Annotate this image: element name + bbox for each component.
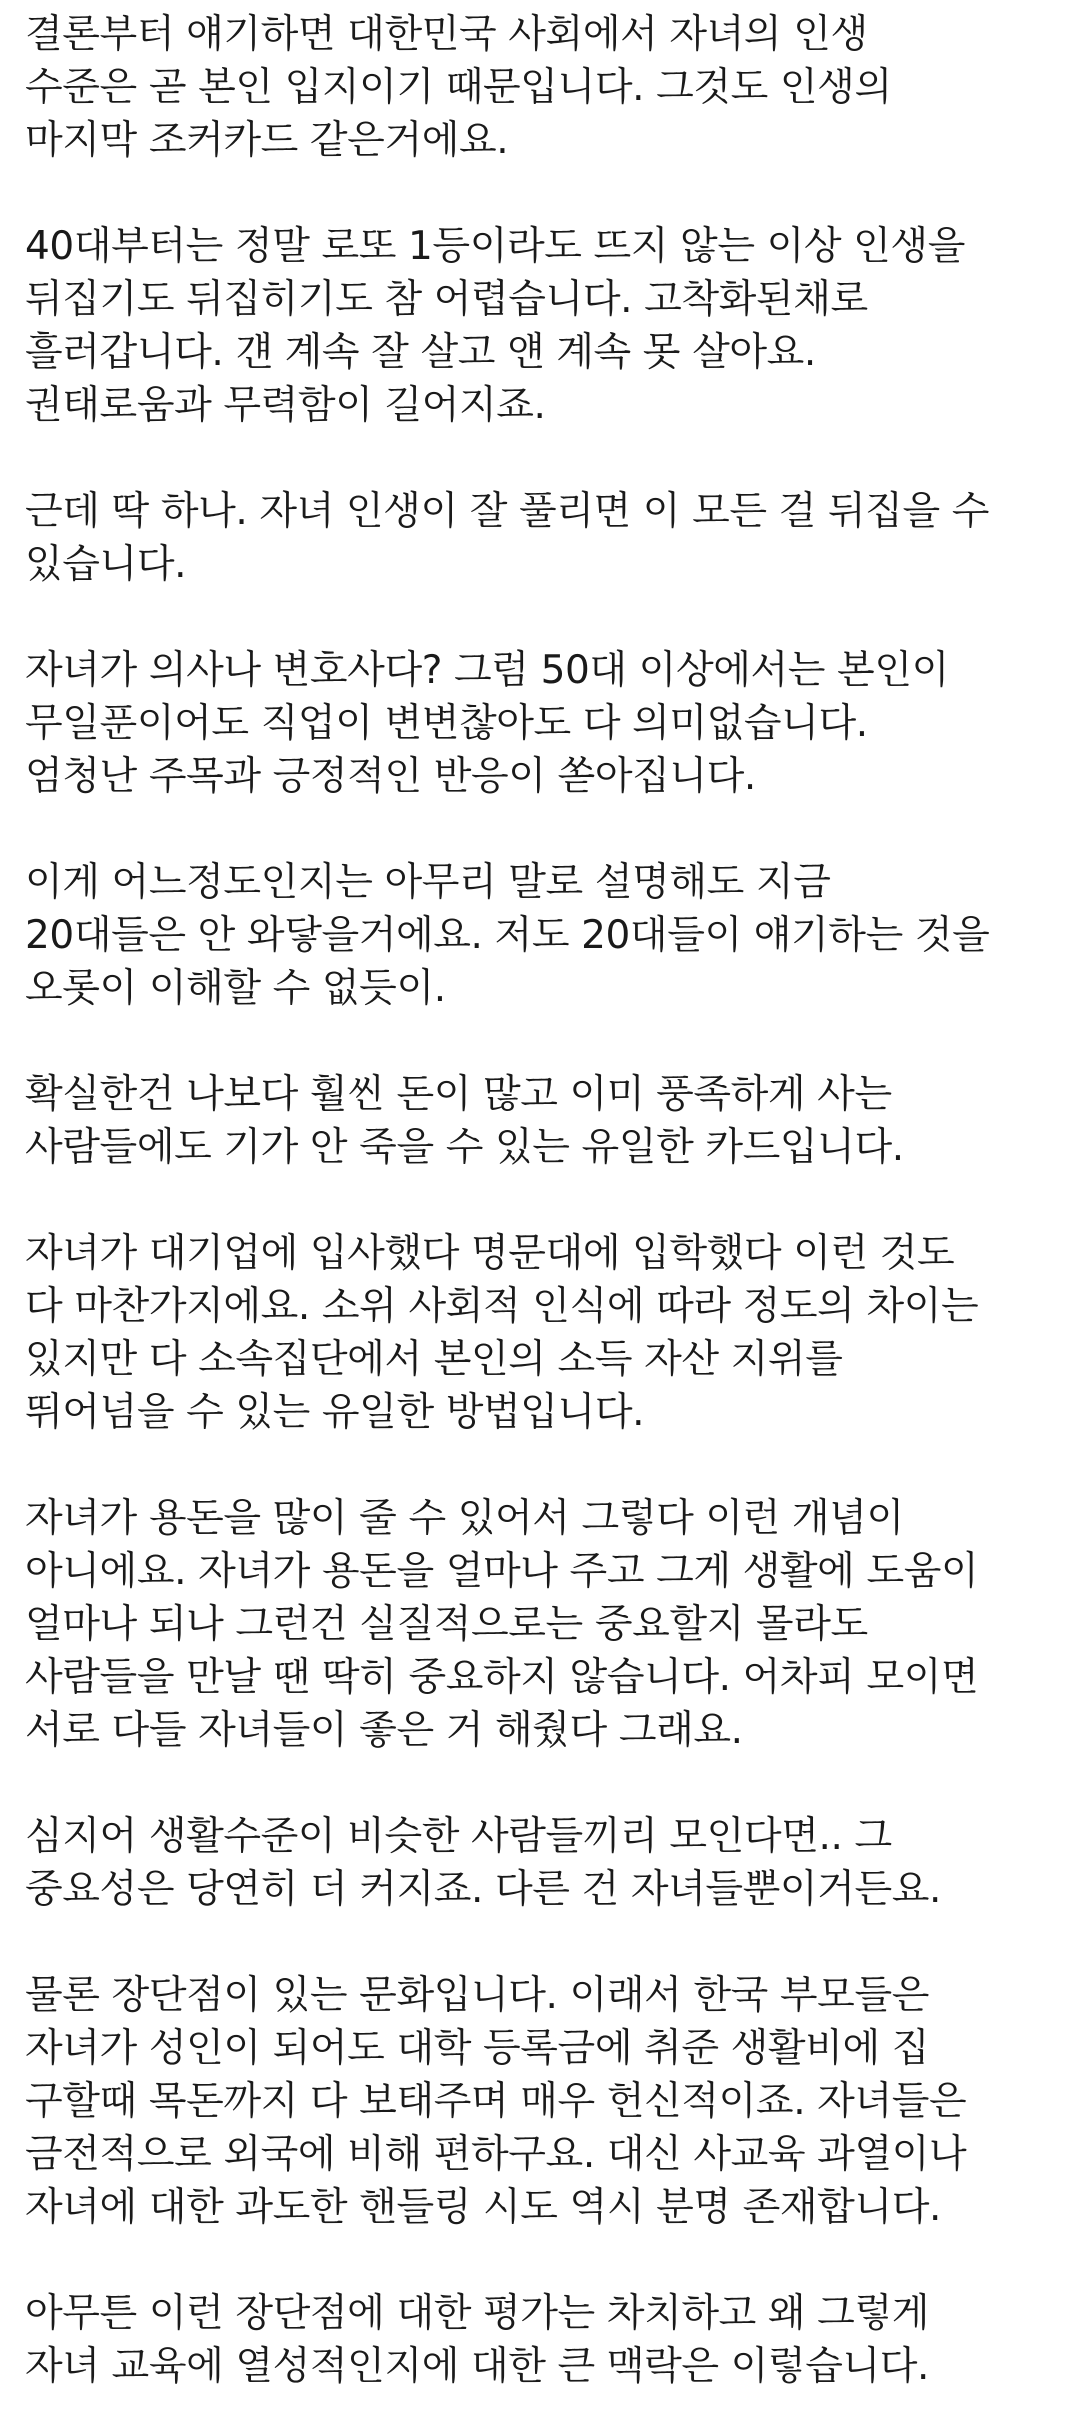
- text-line: 있습니다.: [25, 542, 187, 587]
- text-line: 사람들에도 기가 안 죽을 수 있는 유일한 카드입니다.: [25, 1125, 904, 1170]
- text-line: 사람들을 만날 땐 딱히 중요하지 않습니다. 어차피 모이면: [25, 1655, 979, 1700]
- text-line: 아무튼 이런 장단점에 대한 평가는 차치하고 왜 그렇게: [25, 2291, 930, 2336]
- text-line: 아니에요. 자녀가 용돈을 얼마나 주고 그게 생활에 도움이: [25, 1549, 979, 1594]
- paragraph: [25, 220, 1054, 432]
- text-line: 얼마나 되나 그런건 실질적으로는 중요할지 몰라도: [25, 1602, 868, 1647]
- text-line: 결론부터 얘기하면 대한민국 사회에서 자녀의 인생: [25, 12, 868, 57]
- text-line: 물론 장단점이 있는 문화입니다. 이래서 한국 부모들은: [25, 1973, 930, 2018]
- text-line: 수준은 곧 본인 입지이기 때문입니다. 그것도 인생의: [25, 65, 892, 110]
- text-line: 자녀가 의사나 변호사다? 그럼 50대 이상에서는 본인이: [25, 648, 949, 693]
- text-line: 뒤집기도 뒤집히기도 참 어렵습니다. 고착화된채로: [25, 277, 868, 322]
- text-line: 권태로움과 무력함이 길어지죠.: [25, 383, 546, 428]
- paragraph: [25, 1227, 1054, 1439]
- paragraph: [25, 1492, 1054, 1757]
- paragraph: [25, 1810, 1054, 1916]
- paragraph: [25, 2287, 1054, 2393]
- text-line: 자녀가 성인이 되어도 대학 등록금에 취준 생활비에 집: [25, 2026, 930, 2071]
- text-line: 엄청난 주목과 긍정적인 반응이 쏟아집니다.: [25, 754, 756, 799]
- paragraph: [25, 1969, 1054, 2234]
- text-line: 확실한건 나보다 훨씬 돈이 많고 이미 풍족하게 사는: [25, 1072, 892, 1117]
- text-line: 서로 다들 자녀들이 좋은 거 해줬다 그래요.: [25, 1708, 743, 1753]
- paragraph: [25, 856, 1054, 1015]
- text-line: 무일푼이어도 직업이 변변찮아도 다 의미없습니다.: [25, 701, 868, 746]
- text-line: 자녀가 용돈을 많이 줄 수 있어서 그렇다 이런 개념이: [25, 1496, 904, 1541]
- text-line: 다 마찬가지에요. 소위 사회적 인식에 따라 정도의 차이는: [25, 1284, 979, 1329]
- text-line: 오롯이 이해할 수 없듯이.: [25, 966, 446, 1011]
- paragraph: [25, 1068, 1054, 1174]
- text-line: 이게 어느정도인지는 아무리 말로 설명해도 지금: [25, 860, 831, 905]
- text-line: 있지만 다 소속집단에서 본인의 소득 자산 지위를: [25, 1337, 843, 1382]
- text-line: 심지어 생활수준이 비슷한 사람들끼리 모인다면.. 그: [25, 1814, 892, 1859]
- text-line: 마지막 조커카드 같은거에요.: [25, 118, 509, 163]
- text-line: 뛰어넘을 수 있는 유일한 방법입니다.: [25, 1390, 645, 1435]
- text-line: 근데 딱 하나. 자녀 인생이 잘 풀리면 이 모든 걸 뒤집을 수: [25, 489, 989, 534]
- text-line: 20대들은 안 와닿을거에요. 저도 20대들이 얘기하는 것을: [25, 913, 990, 958]
- text-line: 흘러갑니다. 걘 계속 잘 살고 얜 계속 못 살아요.: [25, 330, 816, 375]
- article-body: [25, 8, 1054, 2393]
- paragraph: [25, 485, 1054, 591]
- paragraph: [25, 8, 1054, 167]
- text-line: 자녀가 대기업에 입사했다 명문대에 입학했다 이런 것도: [25, 1231, 955, 1276]
- text-line: 자녀 교육에 열성적인지에 대한 큰 맥락은 이렇습니다.: [25, 2344, 930, 2389]
- text-line: 40대부터는 정말 로또 1등이라도 뜨지 않는 이상 인생을: [25, 224, 965, 269]
- paragraph: [25, 644, 1054, 803]
- text-line: 자녀에 대한 과도한 핸들링 시도 역시 분명 존재합니다.: [25, 2185, 942, 2230]
- text-line: 구할때 목돈까지 다 보태주며 매우 헌신적이죠. 자녀들은: [25, 2079, 967, 2124]
- text-line: 중요성은 당연히 더 커지죠. 다른 건 자녀들뿐이거든요.: [25, 1867, 942, 1912]
- text-line: 금전적으로 외국에 비해 편하구요. 대신 사교육 과열이나: [25, 2132, 967, 2177]
